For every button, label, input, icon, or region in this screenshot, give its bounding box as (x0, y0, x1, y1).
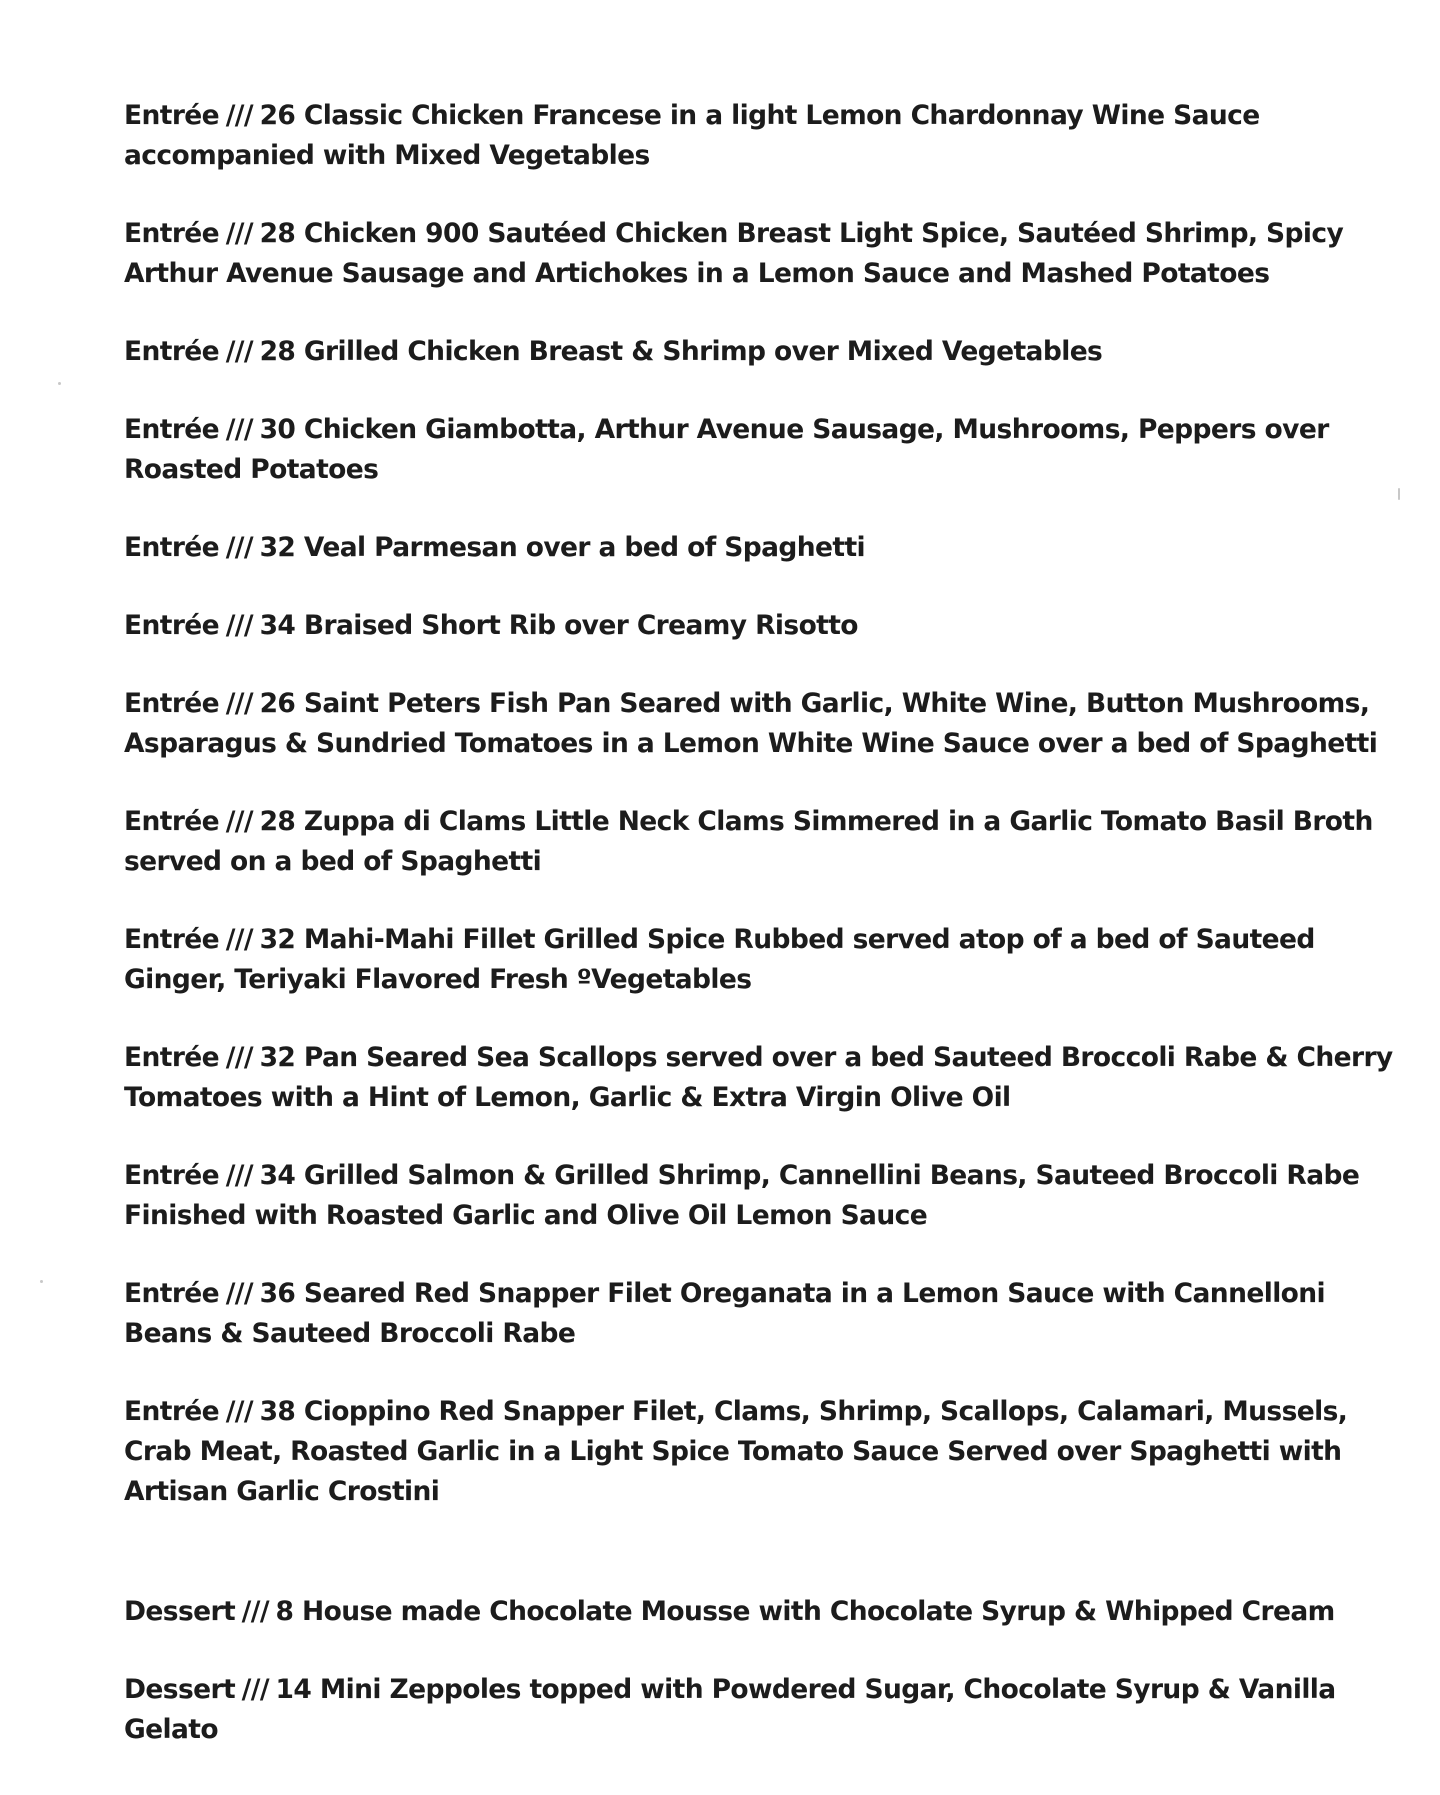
price: 28 (259, 218, 296, 249)
dish-description: Pan Seared Sea Scallops served over a bed Sauteed Broccoli Rabe & Cherry Tomatoes with a Hint of Lemon, Garlic & Extra Virgin Olive Oil (124, 1042, 1393, 1113)
course-label: Entrée (124, 1160, 220, 1191)
separator: /// (225, 532, 253, 563)
price: 26 (259, 100, 296, 131)
menu-item-entree (124, 606, 1414, 646)
separator: /// (225, 1160, 253, 1191)
menu-item-dessert (124, 1670, 1414, 1750)
course-label: Entrée (124, 688, 220, 719)
menu-item-entree (124, 528, 1414, 568)
price: 26 (259, 688, 296, 719)
price: 8 (275, 1596, 294, 1627)
course-label: Entrée (124, 806, 220, 837)
menu-item-entree (124, 96, 1414, 176)
separator: /// (225, 218, 253, 249)
price: 28 (259, 806, 296, 837)
dish-description: Seared Red Snapper Filet Oreganata in a Lemon Sauce with Cannelloni Beans & Sauteed Broccoli Rabe (124, 1278, 1326, 1349)
course-label: Dessert (124, 1596, 236, 1627)
price: 14 (275, 1674, 312, 1705)
course-label: Entrée (124, 610, 220, 641)
menu-item-entree (124, 1156, 1414, 1236)
course-label: Entrée (124, 414, 220, 445)
price: 34 (259, 610, 296, 641)
menu-item-entree (124, 1392, 1414, 1512)
price: 28 (259, 336, 296, 367)
scan-speck (40, 1280, 43, 1283)
price: 34 (259, 1160, 296, 1191)
dish-description: Saint Peters Fish Pan Seared with Garlic, White Wine, Button Mushrooms, Asparagus & Sundried Tomatoes in a Lemon White Wine Sauce over a bed of Spaghetti (124, 688, 1378, 759)
dish-description: Grilled Chicken Breast & Shrimp over Mixed Vegetables (303, 336, 1103, 367)
menu-item-entree (124, 214, 1414, 294)
course-label: Entrée (124, 218, 220, 249)
price: 30 (259, 414, 296, 445)
dish-description: Zuppa di Clams Little Neck Clams Simmered in a Garlic Tomato Basil Broth served on a bed of Spaghetti (124, 806, 1373, 877)
dish-description: Cioppino Red Snapper Filet, Clams, Shrimp, Scallops, Calamari, Mussels, Crab Meat, Roasted Garlic in a Light Spice Tomato Sauce Served over Spaghetti with Artisan Garlic Crostini (124, 1396, 1348, 1507)
dish-description: Veal Parmesan over a bed of Spaghetti (303, 532, 866, 563)
price: 38 (259, 1396, 296, 1427)
menu-item-entree (124, 684, 1414, 764)
menu-item-entree (124, 332, 1414, 372)
separator: /// (241, 1674, 269, 1705)
course-label: Entrée (124, 924, 220, 955)
menu-item-dessert (124, 1592, 1414, 1632)
course-label: Entrée (124, 532, 220, 563)
scan-speck (58, 382, 61, 385)
menu-item-entree (124, 1274, 1414, 1354)
separator: /// (225, 688, 253, 719)
separator: /// (225, 1278, 253, 1309)
separator: /// (225, 924, 253, 955)
separator: /// (225, 1396, 253, 1427)
course-label: Entrée (124, 1278, 220, 1309)
separator: /// (225, 414, 253, 445)
separator: /// (225, 610, 253, 641)
dish-description: Braised Short Rib over Creamy Risotto (303, 610, 858, 641)
menu-item-entree (124, 920, 1414, 1000)
dish-description: Chicken Giambotta, Arthur Avenue Sausage, Mushrooms, Peppers over Roasted Potatoes (124, 414, 1329, 485)
dish-description: Classic Chicken Francese in a light Lemon Chardonnay Wine Sauce accompanied with Mixed Vegetables (124, 100, 1260, 171)
separator: /// (241, 1596, 269, 1627)
menu-item-entree (124, 802, 1414, 882)
separator: /// (225, 336, 253, 367)
course-label: Entrée (124, 100, 220, 131)
price: 32 (259, 532, 296, 563)
price: 32 (259, 924, 296, 955)
dish-description: Grilled Salmon & Grilled Shrimp, Cannellini Beans, Sauteed Broccoli Rabe Finished with Roasted Garlic and Olive Oil Lemon Sauce (124, 1160, 1360, 1231)
course-label: Dessert (124, 1674, 236, 1705)
price: 36 (259, 1278, 296, 1309)
menu-item-entree (124, 1038, 1414, 1118)
course-label: Entrée (124, 1042, 220, 1073)
separator: /// (225, 1042, 253, 1073)
course-label: Entrée (124, 336, 220, 367)
separator: /// (225, 806, 253, 837)
dish-description: House made Chocolate Mousse with Chocolate Syrup & Whipped Cream (302, 1596, 1335, 1627)
price: 32 (259, 1042, 296, 1073)
menu-item-entree (124, 410, 1414, 490)
separator: /// (225, 100, 253, 131)
dish-description: Mini Zeppoles topped with Powdered Sugar, Chocolate Syrup & Vanilla Gelato (124, 1674, 1336, 1745)
course-label: Entrée (124, 1396, 220, 1427)
menu-list (124, 96, 1414, 1788)
dish-description: Mahi-Mahi Fillet Grilled Spice Rubbed served atop of a bed of Sauteed Ginger, Teriyaki Flavored Fresh ºVegetables (124, 924, 1315, 995)
dish-description: Chicken 900 Sautéed Chicken Breast Light Spice, Sautéed Shrimp, Spicy Arthur Avenue Sausage and Artichokes in a Lemon Sauce and Mashed Potatoes (124, 218, 1344, 289)
